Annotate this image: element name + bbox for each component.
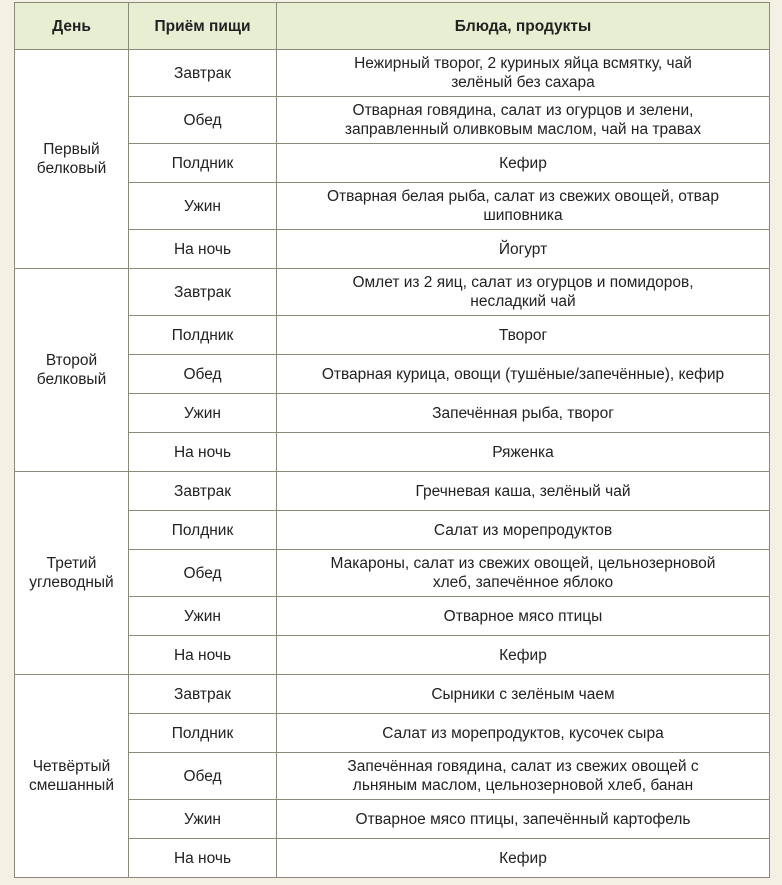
table-row — [15, 675, 770, 714]
day-name-line: белковый — [36, 371, 107, 388]
table-row — [15, 800, 770, 839]
dish-line: Отварное мясо птицы — [443, 607, 603, 625]
table-row — [15, 433, 770, 472]
meal-cell: Полдник — [129, 144, 277, 183]
header-meal: Приём пищи — [129, 3, 277, 50]
header-dishes: Блюда, продукты — [277, 3, 770, 50]
dish-line: Кефир — [499, 646, 547, 664]
diet-table-container — [14, 2, 770, 878]
dish-cell — [277, 230, 770, 269]
day-name-line: Четвёртый — [32, 758, 111, 775]
dish-cell — [277, 355, 770, 394]
dish-line: Кефир — [499, 154, 547, 172]
meal-cell: На ночь — [129, 433, 277, 472]
meal-cell: Завтрак — [129, 50, 277, 97]
table-body — [15, 50, 770, 878]
table-row — [15, 714, 770, 753]
table-row — [15, 839, 770, 878]
meal-cell: Ужин — [129, 394, 277, 433]
table-row — [15, 50, 770, 97]
dish-line: Гречневая каша, зелёный чай — [415, 482, 631, 500]
dish-cell — [277, 433, 770, 472]
table-row — [15, 144, 770, 183]
day-name-cell — [15, 675, 129, 878]
dish-line: Отварная белая рыба, салат из свежих овощей, отвар — [327, 188, 719, 205]
dish-line: Салат из морепродуктов, кусочек сыра — [382, 724, 664, 742]
dish-line: Макароны, салат из свежих овощей, цельнозерновой — [330, 555, 716, 572]
table-row — [15, 97, 770, 144]
dish-line: Отварное мясо птицы, запечённый картофель — [355, 810, 691, 828]
meal-cell: Обед — [129, 355, 277, 394]
table-row — [15, 316, 770, 355]
day-name-line: белковый — [36, 160, 107, 177]
meal-cell: На ночь — [129, 839, 277, 878]
dish-line: хлеб, запечённое яблоко — [432, 574, 614, 591]
dish-cell — [277, 50, 770, 97]
dish-line: зелёный без сахара — [451, 74, 595, 91]
dish-cell — [277, 800, 770, 839]
dish-cell — [277, 597, 770, 636]
meal-cell: Обед — [129, 753, 277, 800]
day-name-cell — [15, 269, 129, 472]
dish-line: Нежирный творог, 2 куриных яйца всмятку, чай — [354, 55, 692, 72]
dish-line: заправленный оливковым маслом, чай на травах — [344, 121, 702, 138]
dish-line: шиповника — [483, 207, 563, 224]
meal-cell: Обед — [129, 550, 277, 597]
day-name-line: углеводный — [29, 574, 114, 591]
dish-line: Омлет из 2 яиц, салат из огурцов и помидоров, — [352, 274, 694, 291]
dish-cell — [277, 269, 770, 316]
dish-cell — [277, 472, 770, 511]
dish-cell — [277, 97, 770, 144]
meal-cell: Ужин — [129, 183, 277, 230]
meal-cell: Полдник — [129, 511, 277, 550]
table-row — [15, 355, 770, 394]
table-row — [15, 394, 770, 433]
dish-cell — [277, 550, 770, 597]
table-row — [15, 550, 770, 597]
meal-cell: Полдник — [129, 714, 277, 753]
dish-line: Кефир — [499, 849, 547, 867]
meal-cell: Завтрак — [129, 675, 277, 714]
dish-line: Запечённая рыба, творог — [432, 404, 614, 422]
dish-cell — [277, 511, 770, 550]
dish-line: несладкий чай — [470, 293, 576, 310]
table-row — [15, 753, 770, 800]
dish-cell — [277, 144, 770, 183]
dish-cell — [277, 316, 770, 355]
header-row — [15, 3, 770, 50]
table-row — [15, 511, 770, 550]
table-row — [15, 636, 770, 675]
dish-cell — [277, 753, 770, 800]
meal-cell: Обед — [129, 97, 277, 144]
day-name-line: Второй — [45, 352, 98, 369]
dish-line: Йогурт — [498, 240, 548, 258]
meal-cell: Ужин — [129, 597, 277, 636]
dish-line: Запечённая говядина, салат из свежих овощей с — [347, 758, 699, 775]
dish-cell — [277, 714, 770, 753]
table-row — [15, 472, 770, 511]
meal-cell: Полдник — [129, 316, 277, 355]
day-name-line: Первый — [43, 141, 100, 158]
meal-cell: Завтрак — [129, 472, 277, 511]
day-name-cell — [15, 50, 129, 269]
table-row — [15, 230, 770, 269]
dish-cell — [277, 394, 770, 433]
dish-line: Салат из морепродуктов — [433, 521, 613, 539]
day-name-line: смешанный — [28, 777, 114, 794]
diet-table — [14, 2, 770, 878]
dish-cell — [277, 183, 770, 230]
day-name-line: Третий — [46, 555, 97, 572]
dish-line: Ряженка — [492, 443, 554, 461]
table-row — [15, 183, 770, 230]
meal-cell: Ужин — [129, 800, 277, 839]
dish-line: льняным маслом, цельнозерновой хлеб, банан — [352, 777, 694, 794]
dish-line: Отварная говядина, салат из огурцов и зелени, — [352, 102, 694, 119]
table-row — [15, 597, 770, 636]
meal-cell: Завтрак — [129, 269, 277, 316]
table-row — [15, 269, 770, 316]
meal-cell: На ночь — [129, 636, 277, 675]
day-name-cell — [15, 472, 129, 675]
meal-cell: На ночь — [129, 230, 277, 269]
dish-cell — [277, 839, 770, 878]
dish-line: Сырники с зелёным чаем — [431, 685, 615, 703]
dish-line: Отварная курица, овощи (тушёные/запечённые), кефир — [321, 365, 725, 383]
dish-line: Творог — [498, 326, 548, 344]
dish-cell — [277, 636, 770, 675]
header-day: День — [15, 3, 129, 50]
dish-cell — [277, 675, 770, 714]
